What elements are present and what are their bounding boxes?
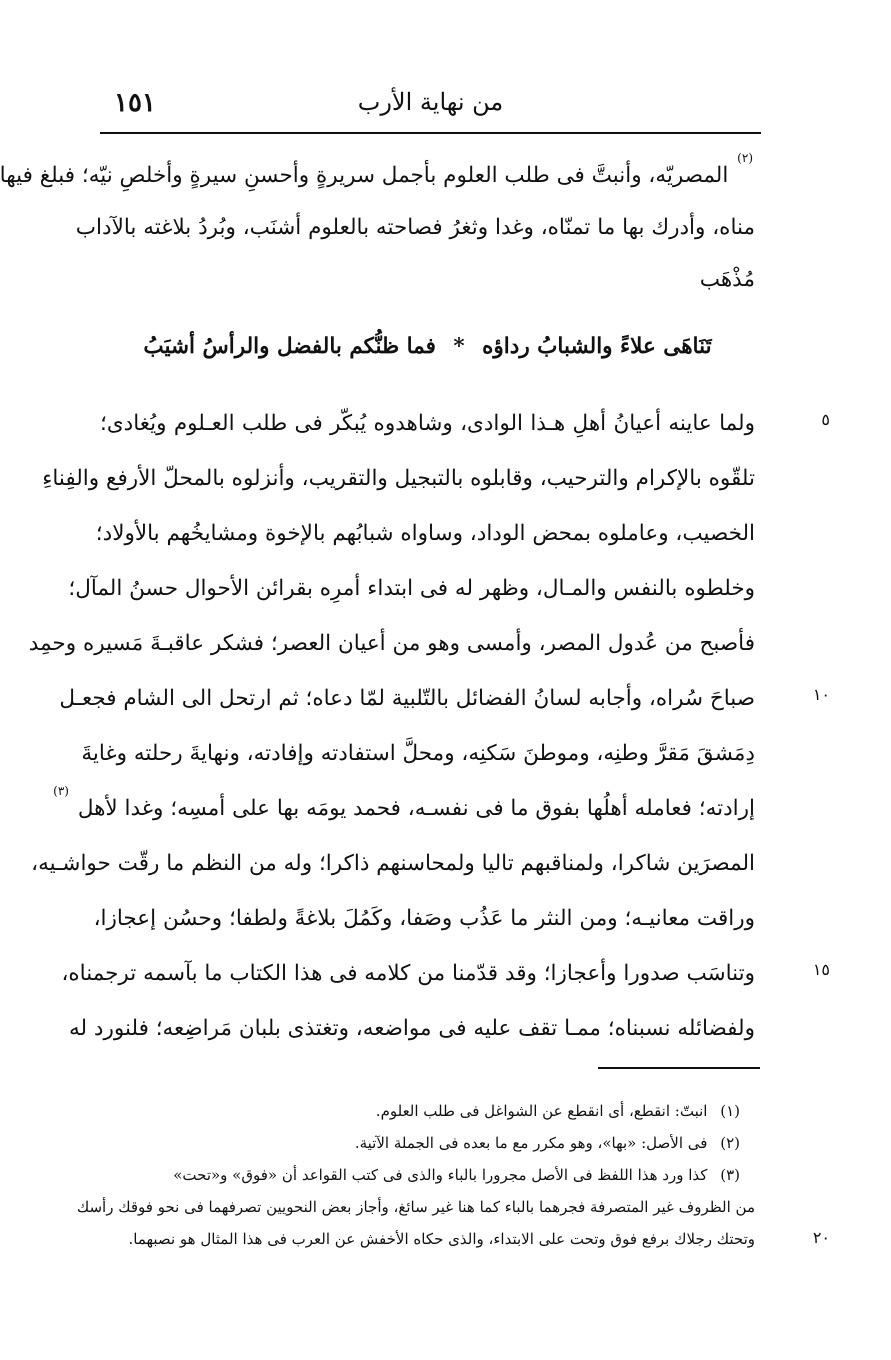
footnote-number: (٢) (720, 1134, 740, 1152)
text-line: ولفضائله نسبناه؛ ممـا تقف عليه فى مواضعه، وتغتذى بلبان مَراضِعه؛ فلنورد له (69, 1016, 755, 1041)
verse-separator: * (453, 334, 465, 359)
line-text: إرادته؛ فعامله أهلُها بفوق ما فى نفسـه، فحمد يومَه بها على أمسِه؛ وغدا لأهل (77, 796, 755, 821)
poetry-verse (100, 322, 755, 372)
text-line: وخلطوه بالنفس والمـال، وظهر له فى ابتداء أمرِه بقرائن الأحوال حسنُ المآل؛ (68, 576, 755, 601)
footnote-1 (100, 1095, 740, 1127)
footnote-text: كذا ورد هذا اللفظ فى الأصل مجرورا بالباء والذى فى كتب القواعد أن «فوق» و«تحت» (173, 1166, 708, 1184)
text-line: الخصيب، وعاملوه بمحض الوداد، وساواه شبابُهم بالإخوة ومشايخُهم بالأولاد؛ (95, 521, 755, 546)
page-header (100, 84, 761, 124)
footnote-text: فى الأصل: «بها»، وهو مكرر مع ما بعده فى الجملة الآتية. (354, 1134, 708, 1152)
running-title: من نهاية الأرب (357, 88, 504, 116)
footnote-2 (100, 1127, 740, 1159)
line-number-10: ١٠ (812, 685, 830, 704)
text-line: فأصبح من عُدول المصر، وأمسى وهو من أعيان العصر؛ فشكر عاقبـةَ مَسيره وحمِد (28, 631, 755, 656)
text-line: صباحَ سُراه، وأجابه لسانُ الفضائل بالتّلبية لمّا دعاه؛ ثم ارتحل الى الشام فجعـل (59, 686, 755, 711)
header-rule (100, 132, 761, 134)
footnote-text: انبتّ: انقطع، أى انقطع عن الشواغل فى طلب العلوم. (375, 1102, 708, 1120)
footnote-number: (١) (720, 1102, 740, 1120)
footnote-3-continuation: وتحتك رجلاك برفع فوق وتحت على الابتداء، والذى حكاه الأخفش عن العرب فى هذا المثال هو نصبهما. (128, 1230, 755, 1248)
main-paragraph (28, 396, 755, 1056)
footnotes (76, 1095, 755, 1255)
line-text: المصريّه، وأنبتَّ فى طلب العلوم بأجمل سريرةٍ وأحسنِ سيرةٍ وأخلصِ نيّه؛ فبلغ فيها (0, 163, 729, 188)
text-line: وراقت معانيـه؛ ومن النثر ما عَذُب وصَفا، وكَمُلَ بلاغةً ولطفا؛ وحسُن إعجازا، (93, 906, 755, 931)
intro-paragraph (0, 150, 755, 306)
footnote-3 (100, 1159, 740, 1191)
page-number: ١٥١ (114, 88, 156, 118)
text-line: مناه، وأدرك بها ما تمنّاه، وغدا وثغرُ فصاحته بالعلوم أشنَب، وبُردُ بلاغته بالآداب (75, 215, 755, 240)
note-mark-2: (٢) (737, 151, 753, 165)
text-line: مُذْهَب (699, 267, 755, 292)
verse-hemistich-second: فما ظنُّكم بالفضل والرأسُ أشيَبُ (143, 334, 436, 359)
text-line: تلقّوه بالإكرام والترحيب، وقابلوه بالتبجيل والتقريب، وأنزلوه بالمحلّ الأرفع والفِناءِ (42, 466, 755, 491)
text-line (53, 781, 755, 836)
footnote-3-continuation: من الظروف غير المتصرفة فجرهما بالباء كما هنا غير سائغ، وأجاز بعض النحويين تصرفهما فى نحو فوقك رأسك (76, 1198, 755, 1216)
line-number-5: ٥ (821, 410, 830, 429)
footnote-number: (٣) (720, 1166, 740, 1184)
footnote-rule (598, 1067, 760, 1069)
verse-hemistich-first: تَنَاهَى علاءً والشبابُ رداؤه (482, 334, 712, 359)
text-line: وتناسَب صدورا وأعجازا؛ وقد قدّمنا من كلامه فى هذا الكتاب ما بآسمه ترجمناه، (61, 961, 755, 986)
note-mark-3: (٣) (53, 784, 69, 798)
line-number-20: ٢٠ (812, 1228, 830, 1247)
text-line: دِمَشقَ مَقرَّ وطنِه، وموطنَ سَكنِه، ومحلَّ استفادته وإفادته، ونهايةَ رحلته وغايةَ (81, 741, 755, 766)
text-line: ولما عاينه أعيانُ أهلِ هـذا الوادى، وشاهدوه يُبكّر فى طلب العـلوم ويُغادى؛ (100, 411, 755, 436)
text-line: المصرَين شاكرا، ولمناقبهم تاليا ولمحاسنهم ذاكرا؛ وله من النظم ما رقّت حواشـيه، (31, 851, 755, 876)
line-number-15: ١٥ (812, 960, 830, 979)
text-line (0, 150, 755, 202)
